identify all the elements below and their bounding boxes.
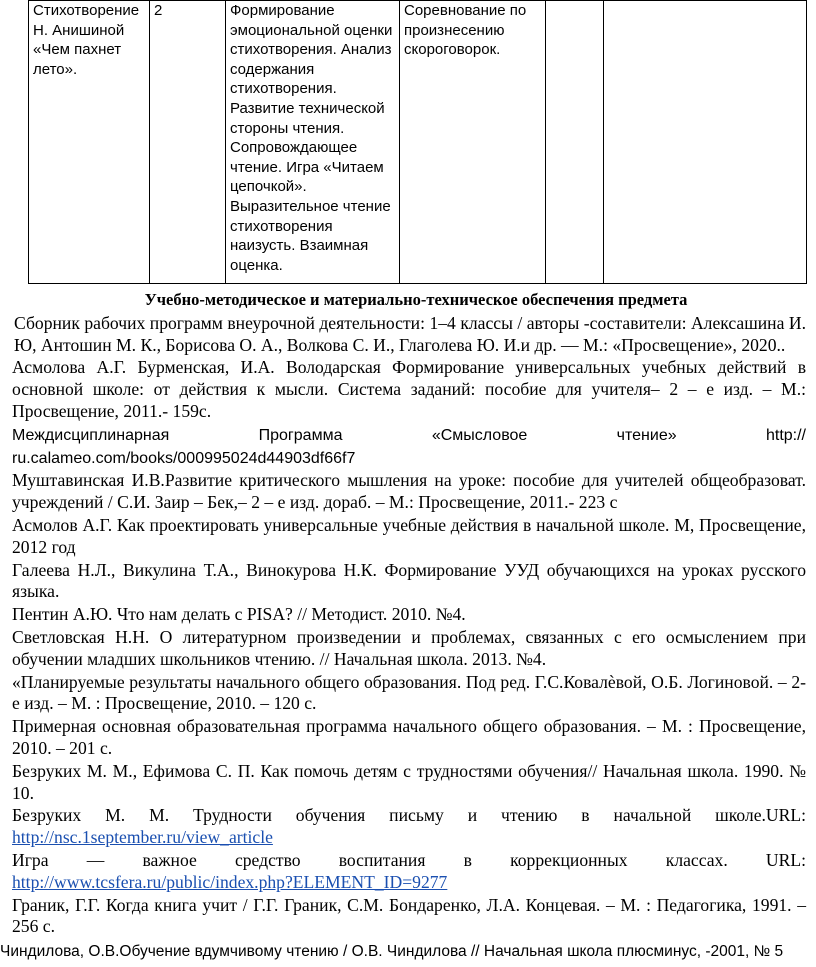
reference-text: Игра — важное средство воспитания в коррекционных классах. URL: — [12, 849, 806, 870]
table-row — [29, 1, 807, 284]
reference-item — [12, 424, 806, 470]
reference-item: «Планируемые результаты начального общего образования. Под ред. Г.С.Ковалѐвой, О.Б. Логиновой. – 2-е изд. – М. : Просвещение, 2010. – 120 с. — [12, 671, 806, 714]
reference-item-last: Чиндилова, О.В.Обучение вдумчивому чтению / О.В. Чиндилова // Начальная школа плюсминус, -2001, № 5 — [0, 943, 784, 960]
lesson-topic-cell: Стихотворение Н. Анишиной «Чем пахнет лето». — [29, 1, 150, 284]
reference-item: Сборник рабочих программ внеурочной деятельности: 1–4 классы / авторы -составители: Алексашина И. Ю, Антошин М. К., Борисова О. А., Волкова С. И., Глаголева Ю. И.и др. — М.: «Просвещение», 2020.. — [14, 312, 806, 355]
activities-cell: Формирование эмоциональной оценки стихотворения. Анализ содержания стихотворения. Развитие технической стороны чтения. Сопровождающее чтение. Игра «Читаем цепочкой». Выразительное чтение стихотворения наизусть. Взаимная оценка. — [226, 1, 400, 284]
reference-item: Граник, Г.Г. Когда книга учит / Г.Г. Граник, С.М. Бондаренко, Л.А. Концевая. – М. : Педагогика, 1991. – 256 с. — [12, 894, 806, 937]
reference-item: Муштавинская И.В.Развитие критического мышления на уроке: пособие для учителей общеобразоват. учреждений / С.И. Заир – Бек,– 2 – е изд. дораб. – М.: Просвещение, 2011.- 223 с — [12, 470, 806, 513]
reference-text: Безруких М. М. Трудности обучения письму и чтению в начальной школе.URL: — [12, 805, 806, 826]
hours-cell: 2 — [150, 1, 226, 284]
reference-item: Асмолова А.Г. Бурменская, И.А. Володарская Формирование универсальных учебных действий в основной школе: от действия к мысли. Система заданий: пособие для учителя– 2 – е изд. – М.: Просвещение, 2011.- 159с. — [12, 357, 806, 421]
lesson-table — [28, 0, 807, 284]
empty-cell — [604, 1, 807, 284]
section-heading: Учебно-методическое и материально-техническое обеспечения предмета — [144, 290, 688, 309]
reference-item: Безруких М. М., Ефимова С. П. Как помочь детям с трудностями обучения// Начальная школа. 1990. № 10. — [12, 760, 806, 803]
reference-item: Асмолов А.Г. Как проектировать универсальные учебные действия в начальной школе. М, Просвещение, 2012 год — [12, 514, 806, 557]
form-cell: Соревнование по произнесению скороговорок. — [400, 1, 546, 284]
reference-item: Пентин А.Ю. Что нам делать с PISA? // Методист. 2010. №4. — [12, 604, 466, 625]
reference-link[interactable]: http://nsc.1september.ru/view_article — [12, 827, 273, 848]
reference-item — [12, 805, 806, 849]
reference-text: Междисциплинарная Программа «Смысловое чтение» http:// ru.calameo.com/books/000995024d44903df66f7 — [12, 426, 806, 467]
reference-item — [12, 850, 806, 894]
resources-section — [12, 289, 806, 939]
reference-item: Примерная основная образовательная программа начального общего образования. – М. : Просвещение, 2010. – 201 с. — [12, 716, 806, 758]
reference-item: Светловская Н.Н. О литературном произведении и проблемах, связанных с его осмыслением при обучении младших школьников чтению. // Начальная школа. 2013. №4. — [12, 626, 806, 669]
reference-item: Галеева Н.Л., Викулина Т.А., Винокурова Н.К. Формирование УУД обучающихся на уроках русского языка. — [12, 559, 806, 602]
reference-link[interactable]: http://www.tcsfera.ru/public/index.php?ELEMENT_ID=9277 — [12, 871, 448, 892]
empty-cell — [546, 1, 604, 284]
